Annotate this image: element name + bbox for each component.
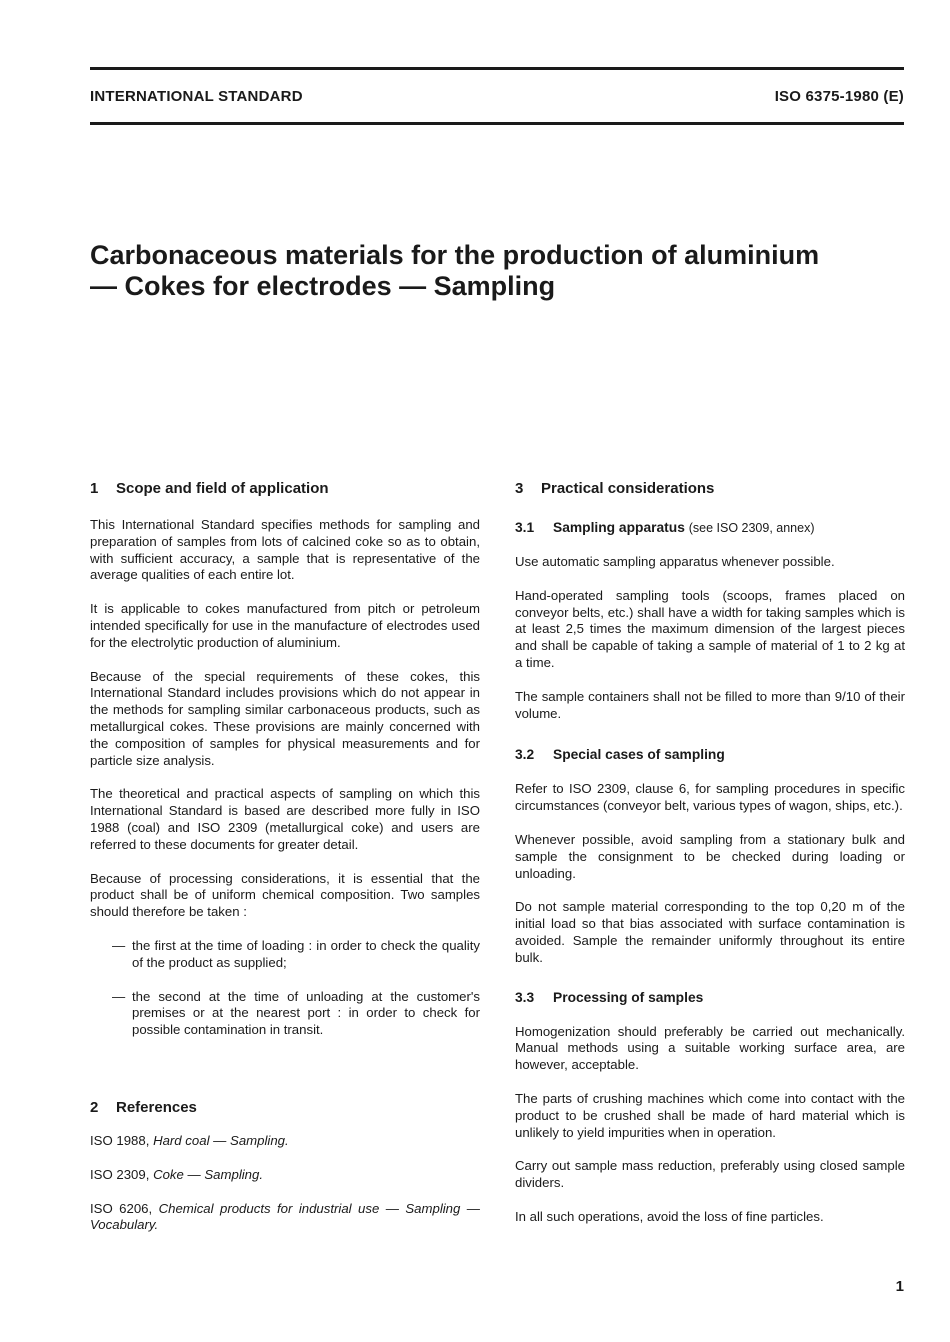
- list-item: — the second at the time of unloading at the customer's premises or at the nearest port : in order to check for possible contamination in transit.: [112, 988, 480, 1038]
- section-1-paragraph: Because of processing considerations, it is essential that the product shall be of uniform chemical composition. Two samples should therefore be taken :: [90, 870, 480, 920]
- subsection-3-2-paragraph: Whenever possible, avoid sampling from a stationary bulk and sample the consignment to be checked during loading or unloading.: [515, 831, 905, 881]
- section-3-heading: 3 Practical considerations: [515, 480, 715, 497]
- subsection-3-2-heading: 3.2 Special cases of sampling: [515, 747, 725, 763]
- reference-item: ISO 2309, Coke — Sampling.: [90, 1166, 264, 1182]
- left-column: [90, 480, 480, 1234]
- subsection-3-1-heading: 3.1 Sampling apparatus (see ISO 2309, annex): [515, 520, 815, 535]
- subsection-3-3-paragraph: In all such operations, avoid the loss of fine particles.: [515, 1208, 824, 1224]
- header-bottom-rule: [90, 122, 904, 125]
- subsection-3-1-paragraph: Use automatic sampling apparatus whenever possible.: [515, 554, 835, 569]
- subsection-3-3-paragraph: Carry out sample mass reduction, preferably using closed sample dividers.: [515, 1158, 905, 1191]
- page-number: 1: [895, 1278, 904, 1295]
- subsection-3-3-heading: 3.3 Processing of samples: [515, 989, 704, 1005]
- section-2-heading: 2 References: [90, 1098, 197, 1116]
- subsection-3-2-paragraph: Do not sample material corresponding to the top 0,20 m of the initial load so that bias associated with surface contamination is avoided. Sample the remainder uniformly throughout its entire bulk.: [515, 899, 905, 965]
- subsection-3-1-paragraph: Hand-operated sampling tools (scoops, frames placed on conveyor belts, etc.) shall have a width for taking samples which is at least 2,5 times the maximum dimension of the largest pieces and shall be capable of taking a sample of material of 1 to 2 kg at a time.: [515, 587, 905, 670]
- subsection-3-2-paragraph: Refer to ISO 2309, clause 6, for sampling procedures in specific circumstances (conveyor belt, various types of wagon, ships, etc.).: [515, 781, 905, 814]
- subsection-3-3-paragraph: The parts of crushing machines which come into contact with the product to be crushed shall be made of hard material which is unlikely to yield impurities when in operation.: [515, 1090, 905, 1140]
- title-line-2: — Cokes for electrodes — Sampling: [90, 271, 556, 301]
- section-1-paragraph: This International Standard specifies methods for sampling and preparation of samples from lots of calcined coke so as to obtain, with sufficient accuracy, a sample that is representative of the average qualities of each entire lot.: [90, 517, 480, 583]
- section-1-paragraph: It is applicable to cokes manufactured from pitch or petroleum intended specifically for use in the manufacture of electrodes used for the electrolytic production of aluminium.: [90, 601, 480, 650]
- title-line-1: Carbonaceous materials for the production of aluminium: [90, 240, 820, 270]
- section-1-heading: 1 Scope and field of application: [90, 480, 329, 497]
- page-title: [90, 240, 910, 302]
- right-column: [515, 480, 905, 1226]
- reference-item: ISO 1988, Hard coal — Sampling.: [90, 1132, 289, 1148]
- subsection-3-3-paragraph: Homogenization should preferably be carried out mechanically. Manual methods using a suitable working surface area, are however, acceptable.: [515, 1023, 905, 1073]
- list-item: — the first at the time of loading : in order to check the quality of the product as supplied;: [112, 937, 480, 970]
- section-1-paragraph: Because of the special requirements of these cokes, this International Standard includes provisions which do not appear in the methods for sampling similar carbonaceous products, such as metallurgical cokes. These provisions are mainly concerned with the composition of samples for physical measurements and for particle size analysis.: [90, 668, 480, 768]
- document-type: INTERNATIONAL STANDARD: [90, 88, 303, 105]
- subsection-3-1-paragraph: The sample containers shall not be filled to more than 9/10 of their volume.: [515, 688, 905, 721]
- reference-item: ISO 6206, Chemical products for industrial use — Sampling — Vocabulary.: [90, 1200, 480, 1233]
- section-1-paragraph: The theoretical and practical aspects of sampling on which this International Standard is based are described more fully in ISO 1988 (coal) and ISO 2309 (metallurgical coke) and users are referred to these documents for greater detail.: [90, 786, 480, 852]
- standard-number: ISO 6375-1980 (E): [774, 88, 904, 105]
- header-top-rule: [90, 67, 904, 70]
